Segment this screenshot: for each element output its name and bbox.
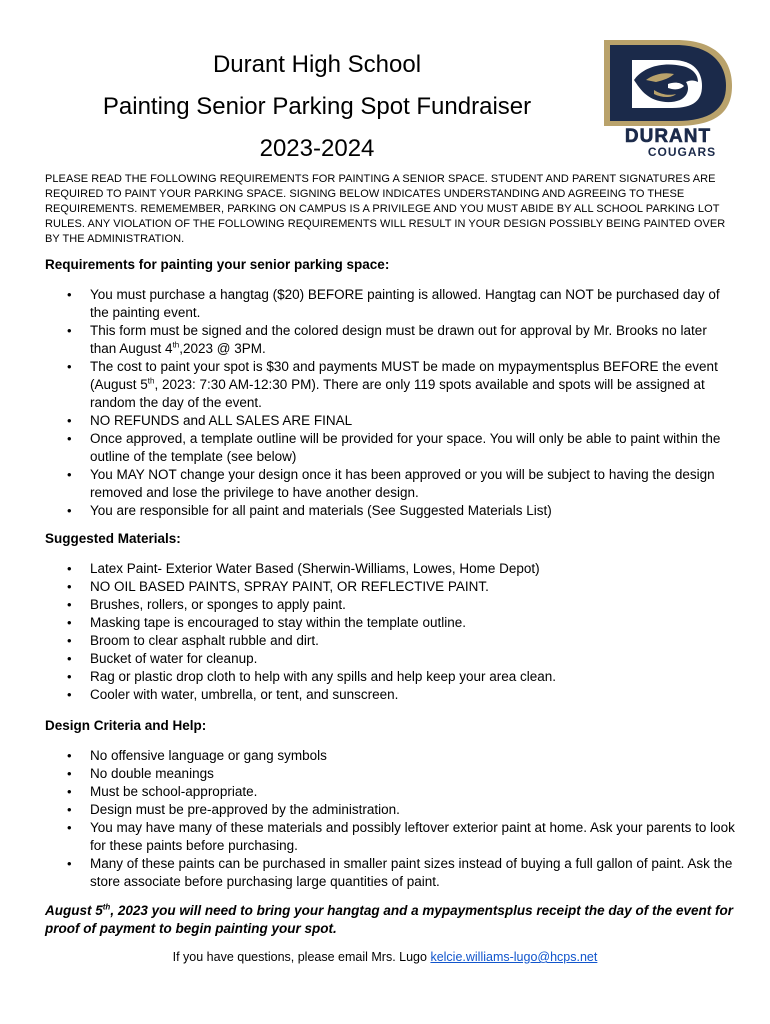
list-item: • You MAY NOT change your design once it has been approved or you will be subject to having the design removed and lose the privilege to have another design. bbox=[67, 467, 715, 500]
cougar-d-icon bbox=[598, 36, 738, 160]
materials-list bbox=[45, 560, 735, 704]
bullet-icon: • bbox=[67, 413, 72, 428]
list-item: • Rag or plastic drop cloth to help with any spills and help keep your area clean. bbox=[67, 669, 557, 684]
bullet-icon: • bbox=[67, 323, 72, 338]
bullet-icon: • bbox=[67, 687, 72, 702]
bullet-icon: • bbox=[67, 287, 72, 302]
school-name: Durant High School bbox=[212, 51, 422, 78]
list-item: • You are responsible for all paint and materials (See Suggested Materials List) bbox=[67, 503, 552, 518]
list-item: • Cooler with water, umbrella, or tent, and sunscreen. bbox=[67, 687, 399, 702]
fundraiser-title: Painting Senior Parking Spot Fundraiser bbox=[102, 93, 532, 120]
requirements-section bbox=[45, 256, 735, 520]
requirements-list bbox=[45, 286, 735, 520]
design-list bbox=[45, 747, 735, 891]
requirements-heading: Requirements for painting your senior parking space: bbox=[45, 257, 390, 272]
bullet-icon: • bbox=[67, 431, 72, 446]
contact-line: If you have questions, please email Mrs. Lugo kelcie.williams-lugo@hcps.net bbox=[172, 950, 598, 964]
list-item: • You may have many of these materials and possibly leftover exterior paint at home. Ask your parents to look for these paints before purchasing. bbox=[67, 820, 735, 853]
list-item: • This form must be signed and the colored design must be drawn out for approval by Mr. Brooks no later than August 4th,2023 @ 3PM. bbox=[67, 323, 707, 356]
bullet-icon: • bbox=[67, 669, 72, 684]
bullet-icon: • bbox=[67, 503, 72, 518]
bullet-icon: • bbox=[67, 615, 72, 630]
intro-paragraph: PLEASE READ THE FOLLOWING REQUIREMENTS FOR PAINTING A SENIOR SPACE. STUDENT AND PARENT SIGNATURES ARE REQUIRED TO PAINT YOUR PARKING SPACE. SIGNING BELOW INDICATES UNDERSTANDING AND AGREEING TO THESE REQUIREMENTS. REMEMEMBER, PARKING ON CAMPUS IS A PRIVILEGE AND YOU MUST ABIDE BY ALL SCHOOL PARKING LOT RULES. ANY VIOLATION OF THE FOLLOWING REQUIREMENTS WILL RESULT IN YOUR DESIGN POSSIBLY BEING PAINTED OVER BY THE ADMINISTRATION. bbox=[45, 173, 726, 245]
list-item: • Latex Paint- Exterior Water Based (Sherwin-Williams, Lowes, Home Depot) bbox=[67, 561, 540, 576]
school-year: 2023-2024 bbox=[259, 135, 375, 162]
list-item: • Brushes, rollers, or sponges to apply paint. bbox=[67, 597, 346, 612]
list-item: • Design must be pre-approved by the administration. bbox=[67, 802, 400, 817]
design-heading: Design Criteria and Help: bbox=[45, 718, 207, 733]
list-item: • Many of these paints can be purchased in smaller paint sizes instead of buying a full gallon of paint. Ask the store associate before purchasing large quantities of paint. bbox=[67, 856, 733, 889]
materials-section bbox=[45, 530, 735, 704]
bullet-icon: • bbox=[67, 856, 72, 871]
bullet-icon: • bbox=[67, 766, 72, 781]
title-block bbox=[30, 44, 604, 170]
bullet-icon: • bbox=[67, 561, 72, 576]
bullet-icon: • bbox=[67, 651, 72, 666]
list-item: • Broom to clear asphalt rubble and dirt. bbox=[67, 633, 319, 648]
bullet-icon: • bbox=[67, 748, 72, 763]
list-item: • Once approved, a template outline will be provided for your space. You will only be able to paint within the outline of the template (see below) bbox=[67, 431, 721, 464]
bullet-icon: • bbox=[67, 633, 72, 648]
list-item: • The cost to paint your spot is $30 and payments MUST be made on mypaymentsplus BEFORE the event (August 5th, 2023: 7:30 AM-12:30 PM). There are only 119 spots available and spots will be assigned at random the day of the event. bbox=[67, 359, 718, 410]
list-item: • Bucket of water for cleanup. bbox=[67, 651, 258, 666]
list-item: • NO REFUNDS and ALL SALES ARE FINAL bbox=[67, 413, 353, 428]
bullet-icon: • bbox=[67, 784, 72, 799]
bullet-icon: • bbox=[67, 597, 72, 612]
list-item: • Must be school-appropriate. bbox=[67, 784, 258, 799]
durant-cougars-logo bbox=[598, 36, 738, 160]
bullet-icon: • bbox=[67, 579, 72, 594]
list-item: • No offensive language or gang symbols bbox=[67, 748, 327, 763]
materials-heading: Suggested Materials: bbox=[45, 531, 181, 546]
bullet-icon: • bbox=[67, 802, 72, 817]
list-item: • Masking tape is encouraged to stay within the template outline. bbox=[67, 615, 466, 630]
bullet-icon: • bbox=[67, 820, 72, 835]
logo-text-sub: COUGARS bbox=[647, 145, 717, 159]
list-item: • NO OIL BASED PAINTS, SPRAY PAINT, OR REFLECTIVE PAINT. bbox=[67, 579, 489, 594]
list-item: • No double meanings bbox=[67, 766, 214, 781]
email-link[interactable]: kelcie.williams-lugo@hcps.net bbox=[430, 950, 598, 964]
list-item: • You must purchase a hangtag ($20) BEFORE painting is allowed. Hangtag can NOT be purchased day of the painting event. bbox=[67, 287, 720, 320]
design-section bbox=[45, 717, 735, 891]
logo-text-main: DURANT bbox=[624, 126, 712, 147]
bullet-icon: • bbox=[67, 467, 72, 482]
deadline-note: August 5th, 2023 you will need to bring your hangtag and a mypaymentsplus receipt the day of the event for proof of payment to begin painting your spot. bbox=[45, 902, 733, 936]
bullet-icon: • bbox=[67, 359, 72, 374]
